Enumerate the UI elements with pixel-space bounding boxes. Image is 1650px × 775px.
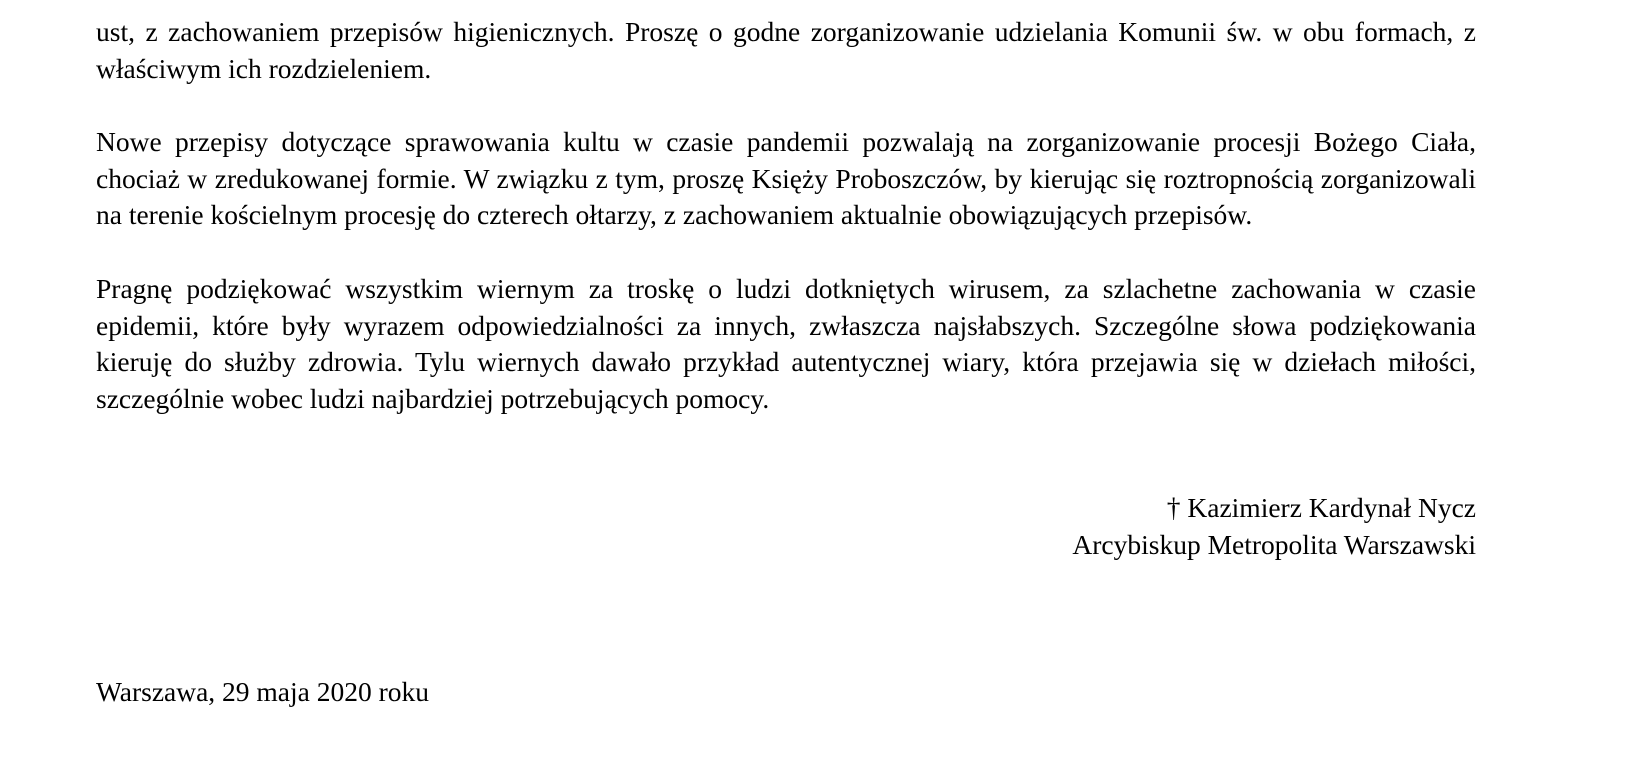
paragraph-procession: Nowe przepisy dotyczące sprawowania kultu w czasie pandemii pozwalają na zorganizowanie procesji Bożego Ciała, chociaż w zredukowanej formie. W związku z tym, proszę Księży Proboszczów, by kierując się roztropnością zorganizowali na terenie kościelnym procesję do czterech ołtarzy, z zachowaniem aktualnie obowiązujących przepisów.: [96, 126, 1476, 231]
place-date: Warszawa, 29 maja 2020 roku: [96, 676, 430, 707]
paragraph-thanks: Pragnę podziękować wszystkim wiernym za troskę o ludzi dotkniętych wirusem, za szlachetne zachowania w czasie epidemii, które były wyrazem odpowiedzialności za innych, zwłaszcza najsłabszych. Szczególne słowa podziękowania kieruję do służby zdrowia. Tylu wiernych dawało przykład autentycznej wiary, która przejawia się w dziełach miłości, szczególnie wobec ludzi najbardziej potrzebujących pomocy.: [96, 272, 1476, 414]
signature-name: † Kazimierz Kardynał Nycz: [1166, 492, 1476, 523]
paragraph-communion: ust, z zachowaniem przepisów higienicznych. Proszę o godne zorganizowanie udzielania Komunii św. w obu formach, z właściwym ich rozdzieleniem.: [96, 16, 1476, 84]
letter-page: [96, 14, 1476, 707]
signature-block: [1072, 490, 1476, 563]
signature-title: Arcybiskup Metropolita Warszawski: [1072, 528, 1476, 560]
